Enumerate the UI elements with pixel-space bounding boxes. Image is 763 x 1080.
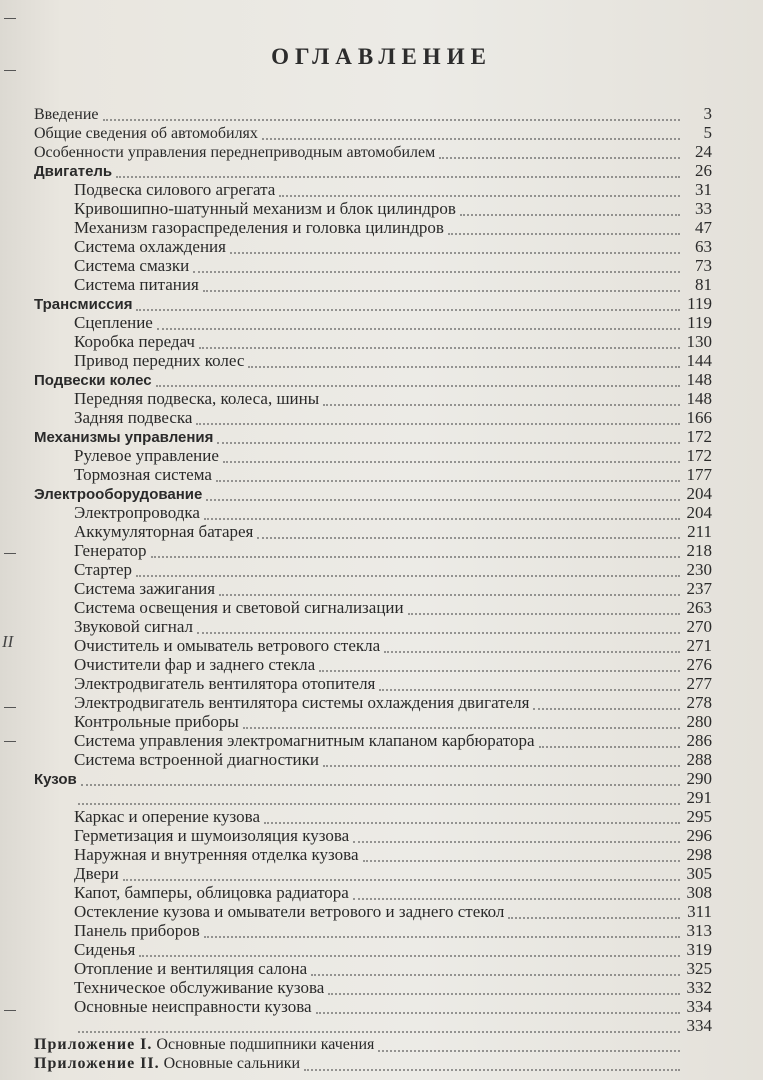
toc-page-number: 280 bbox=[686, 712, 712, 731]
toc-entry-title: Подвески колес bbox=[34, 372, 152, 389]
dot-leader bbox=[264, 810, 680, 824]
dot-leader bbox=[193, 259, 680, 273]
toc-page-number: 270 bbox=[686, 617, 712, 636]
dot-leader bbox=[533, 696, 680, 710]
toc-entry-title: Электродвигатель вентилятора системы охлаждения двигателя bbox=[74, 693, 530, 712]
toc-page-number: 204 bbox=[686, 503, 712, 522]
toc-page-number: 286 bbox=[686, 731, 712, 750]
dot-leader bbox=[199, 335, 680, 349]
toc-entry bbox=[34, 655, 712, 674]
dot-leader bbox=[279, 183, 680, 197]
dot-leader bbox=[156, 373, 680, 387]
toc-entry bbox=[34, 921, 712, 940]
toc-page-number: 177 bbox=[686, 465, 712, 484]
table-of-contents bbox=[34, 104, 712, 1073]
dot-leader bbox=[136, 297, 680, 311]
toc-entry-title: Двигатель bbox=[34, 163, 113, 180]
toc-entry-title: Кривошипно-шатунный механизм и блок цилиндров bbox=[74, 199, 456, 218]
toc-entry bbox=[34, 560, 712, 579]
toc-entry-title: Двери bbox=[74, 864, 119, 883]
toc-page-number: 148 bbox=[686, 389, 712, 408]
toc-page-number: 290 bbox=[686, 769, 712, 788]
toc-page-number: 144 bbox=[686, 351, 712, 370]
dot-leader bbox=[217, 430, 680, 444]
toc-entry bbox=[34, 598, 712, 617]
toc-entry-title: Трансмиссия bbox=[34, 296, 133, 313]
toc-entry-title: Отопление и вентиляция салона bbox=[74, 959, 308, 978]
toc-entry-title: Техническое обслуживание кузова bbox=[74, 978, 325, 997]
toc-entry bbox=[34, 503, 712, 522]
toc-entry bbox=[34, 408, 712, 427]
toc-entry bbox=[34, 218, 712, 237]
toc-entry-title: Система питания bbox=[74, 275, 199, 294]
toc-entry-title: Тормозная система bbox=[74, 465, 212, 484]
toc-entry bbox=[34, 940, 712, 959]
margin-marks bbox=[0, 0, 30, 1080]
toc-page-number: 5 bbox=[703, 123, 712, 142]
toc-entry-title: Механизмы управления bbox=[34, 429, 214, 446]
toc-entry-title: Сиденья bbox=[74, 940, 136, 959]
toc-entry-title: Звуковой сигнал bbox=[74, 617, 194, 636]
toc-entry-title: Введение bbox=[34, 106, 99, 123]
toc-page-number: 73 bbox=[695, 256, 712, 275]
toc-entry-title: Электропроводка bbox=[74, 503, 200, 522]
toc-entry bbox=[34, 427, 712, 446]
toc-entry bbox=[34, 1054, 712, 1073]
dot-leader bbox=[378, 1038, 680, 1052]
toc-entry-title: Кузов bbox=[34, 771, 77, 788]
toc-entry-title: Генератор bbox=[74, 541, 147, 560]
toc-page-number: 305 bbox=[686, 864, 712, 883]
toc-entry-title: Система освещения и световой сигнализации bbox=[74, 598, 404, 617]
margin-label: II bbox=[2, 632, 14, 651]
toc-page-number: 291 bbox=[686, 788, 712, 807]
toc-page-number: 166 bbox=[686, 408, 712, 427]
toc-entry bbox=[34, 351, 712, 370]
toc-entry-title: Наружная и внутренняя отделка кузова bbox=[74, 845, 359, 864]
toc-entry-title: Приложение I. Основные подшипники качения bbox=[34, 1036, 375, 1053]
dot-leader bbox=[204, 924, 680, 938]
margin-tick bbox=[4, 741, 16, 742]
toc-entry-title: Система смазки bbox=[74, 256, 190, 275]
toc-entry bbox=[34, 294, 712, 313]
toc-entry bbox=[34, 332, 712, 351]
dot-leader bbox=[103, 107, 681, 121]
margin-tick bbox=[4, 18, 16, 19]
dot-leader bbox=[78, 791, 680, 805]
dot-leader bbox=[384, 639, 680, 653]
page-title: ОГЛАВЛЕНИЕ bbox=[271, 44, 492, 69]
toc-page-number: 308 bbox=[686, 883, 712, 902]
toc-page-number: 81 bbox=[695, 275, 712, 294]
dot-leader bbox=[196, 411, 680, 425]
toc-entry bbox=[34, 446, 712, 465]
toc-entry-title: Коробка передач bbox=[74, 332, 195, 351]
toc-entry-title: Механизм газораспределения и головка цилиндров bbox=[74, 218, 444, 237]
toc-page-number: 119 bbox=[687, 294, 712, 313]
toc-entry bbox=[34, 1035, 712, 1054]
toc-entry-title: Контрольные приборы bbox=[74, 712, 239, 731]
dot-leader bbox=[223, 449, 680, 463]
toc-page-number: 296 bbox=[686, 826, 712, 845]
dot-leader bbox=[157, 316, 680, 330]
dot-leader bbox=[323, 392, 680, 406]
toc-entry-title: Капот, бамперы, облицовка радиатора bbox=[74, 883, 349, 902]
toc-entry bbox=[34, 522, 712, 541]
toc-entry bbox=[34, 712, 712, 731]
dot-leader bbox=[460, 202, 680, 216]
toc-page-number: 119 bbox=[687, 313, 712, 332]
toc-entry-title: Общие сведения об автомобилях bbox=[34, 125, 258, 142]
toc-entry bbox=[34, 883, 712, 902]
toc-page-number: 63 bbox=[695, 237, 712, 256]
toc-entry bbox=[34, 864, 712, 883]
toc-entry bbox=[34, 731, 712, 750]
toc-entry-title: Аккумуляторная батарея bbox=[74, 522, 254, 541]
toc-entry-title: Стартер bbox=[74, 560, 133, 579]
toc-entry bbox=[34, 845, 712, 864]
dot-leader bbox=[379, 677, 680, 691]
toc-entry-title: Привод передних колес bbox=[74, 351, 245, 370]
toc-entry-title: Очистители фар и заднего стекла bbox=[74, 655, 316, 674]
dot-leader bbox=[116, 164, 680, 178]
dot-leader bbox=[262, 126, 680, 140]
toc-page-number: 271 bbox=[686, 636, 712, 655]
toc-entry-title: Электрооборудование bbox=[34, 486, 203, 503]
dot-leader bbox=[353, 886, 680, 900]
toc-page-number: 298 bbox=[686, 845, 712, 864]
dot-leader bbox=[539, 734, 680, 748]
toc-entry-subtitle: Основные подшипники качения bbox=[152, 1036, 375, 1053]
dot-leader bbox=[123, 867, 680, 881]
toc-entry-title: Система зажигания bbox=[74, 579, 216, 598]
toc-entry bbox=[34, 617, 712, 636]
dot-leader bbox=[304, 1057, 680, 1071]
toc-entry-title: Задняя подвеска bbox=[74, 408, 193, 427]
toc-entry-title: Электродвигатель вентилятора отопителя bbox=[74, 674, 376, 693]
toc-entry-title: Очиститель и омыватель ветрового стекла bbox=[74, 636, 381, 655]
toc-entry bbox=[34, 541, 712, 560]
toc-entry-title: Система встроенной диагностики bbox=[74, 750, 320, 769]
dot-leader bbox=[353, 829, 680, 843]
margin-tick bbox=[4, 553, 16, 554]
toc-entry bbox=[34, 484, 712, 503]
toc-entry bbox=[34, 161, 712, 180]
dot-leader bbox=[216, 468, 680, 482]
toc-page-number: 332 bbox=[686, 978, 712, 997]
toc-page-number: 130 bbox=[686, 332, 712, 351]
toc-entry bbox=[34, 389, 712, 408]
toc-entry bbox=[34, 674, 712, 693]
toc-entry bbox=[34, 256, 712, 275]
toc-page-number: 148 bbox=[686, 370, 712, 389]
toc-page-number: 334 bbox=[686, 997, 712, 1016]
toc-entry bbox=[34, 826, 712, 845]
toc-page-number: 211 bbox=[687, 522, 712, 541]
toc-page-number: 3 bbox=[703, 104, 712, 123]
toc-entry bbox=[34, 579, 712, 598]
toc-entry bbox=[34, 313, 712, 332]
toc-page-number: 319 bbox=[686, 940, 712, 959]
dot-leader bbox=[328, 981, 680, 995]
toc-entry-title: Передняя подвеска, колеса, шины bbox=[74, 389, 320, 408]
toc-page-number: 172 bbox=[686, 427, 712, 446]
toc-entry bbox=[34, 978, 712, 997]
toc-page-number: 33 bbox=[695, 199, 712, 218]
toc-entry bbox=[34, 180, 712, 199]
toc-entry bbox=[34, 123, 712, 142]
dot-leader bbox=[139, 943, 680, 957]
margin-tick bbox=[4, 70, 16, 71]
toc-entry-title: Панель приборов bbox=[74, 921, 200, 940]
dot-leader bbox=[151, 544, 680, 558]
dot-leader bbox=[78, 1019, 680, 1033]
toc-entry bbox=[34, 370, 712, 389]
dot-leader bbox=[323, 753, 680, 767]
toc-page-number: 277 bbox=[686, 674, 712, 693]
toc-page-number: 276 bbox=[686, 655, 712, 674]
dot-leader bbox=[316, 1000, 680, 1014]
dot-leader bbox=[206, 487, 680, 501]
toc-entry-title: Система управления электромагнитным клапаном карбюратора bbox=[74, 731, 535, 750]
margin-tick bbox=[4, 1010, 16, 1011]
dot-leader bbox=[508, 905, 680, 919]
toc-entry bbox=[34, 104, 712, 123]
toc-page-number: 172 bbox=[686, 446, 712, 465]
dot-leader bbox=[136, 563, 680, 577]
toc-entry-title: Приложение II. Основные сальники bbox=[34, 1055, 301, 1072]
toc-page-number: 26 bbox=[695, 161, 712, 180]
toc-page-number: 325 bbox=[686, 959, 712, 978]
toc-entry-title: Сцепление bbox=[74, 313, 153, 332]
toc-entry-title: Рулевое управление bbox=[74, 446, 219, 465]
toc-entry bbox=[34, 1016, 712, 1035]
toc-entry bbox=[34, 902, 712, 921]
toc-entry bbox=[34, 769, 712, 788]
dot-leader bbox=[439, 145, 680, 159]
toc-entry-title: Каркас и оперение кузова bbox=[74, 807, 261, 826]
toc-entry bbox=[34, 199, 712, 218]
dot-leader bbox=[408, 601, 680, 615]
toc-page-number: 295 bbox=[686, 807, 712, 826]
toc-entry bbox=[34, 959, 712, 978]
toc-entry bbox=[34, 788, 712, 807]
dot-leader bbox=[257, 525, 680, 539]
dot-leader bbox=[243, 715, 680, 729]
toc-entry-title: Особенности управления переднеприводным автомобилем bbox=[34, 144, 436, 161]
toc-entry bbox=[34, 997, 712, 1016]
toc-entry bbox=[34, 237, 712, 256]
dot-leader bbox=[311, 962, 680, 976]
toc-page-number: 47 bbox=[695, 218, 712, 237]
toc-page-number: 237 bbox=[686, 579, 712, 598]
toc-page-number: 24 bbox=[695, 142, 712, 161]
toc-page-number: 204 bbox=[686, 484, 712, 503]
dot-leader bbox=[197, 620, 680, 634]
dot-leader bbox=[248, 354, 680, 368]
toc-entry-title: Герметизация и шумоизоляция кузова bbox=[74, 826, 350, 845]
toc-page-number: 334 bbox=[686, 1016, 712, 1035]
toc-entry bbox=[34, 693, 712, 712]
dot-leader bbox=[230, 240, 680, 254]
toc-page-number: 218 bbox=[686, 541, 712, 560]
toc-entry bbox=[34, 807, 712, 826]
toc-entry-title: Остекление кузова и омыватели ветрового и заднего стекол bbox=[74, 902, 505, 921]
toc-entry bbox=[34, 750, 712, 769]
dot-leader bbox=[219, 582, 680, 596]
dot-leader bbox=[204, 506, 680, 520]
dot-leader bbox=[203, 278, 680, 292]
toc-entry-title: Система охлаждения bbox=[74, 237, 226, 256]
toc-entry bbox=[34, 142, 712, 161]
toc-entry bbox=[34, 465, 712, 484]
dot-leader bbox=[363, 848, 680, 862]
toc-entry-title: Основные неисправности кузова bbox=[74, 997, 312, 1016]
dot-leader bbox=[319, 658, 680, 672]
toc-page-number: 263 bbox=[686, 598, 712, 617]
toc-entry-subtitle: Основные сальники bbox=[159, 1055, 301, 1072]
dot-leader bbox=[81, 772, 680, 786]
toc-page-number: 288 bbox=[686, 750, 712, 769]
dot-leader bbox=[448, 221, 680, 235]
toc-page-number: 311 bbox=[687, 902, 712, 921]
toc-entry-title: Подвеска силового агрегата bbox=[74, 180, 276, 199]
toc-entry bbox=[34, 275, 712, 294]
toc-page-number: 230 bbox=[686, 560, 712, 579]
toc-page-number: 31 bbox=[695, 180, 712, 199]
toc-page-number: 278 bbox=[686, 693, 712, 712]
toc-page-number: 313 bbox=[686, 921, 712, 940]
margin-tick bbox=[4, 707, 16, 708]
toc-entry bbox=[34, 636, 712, 655]
